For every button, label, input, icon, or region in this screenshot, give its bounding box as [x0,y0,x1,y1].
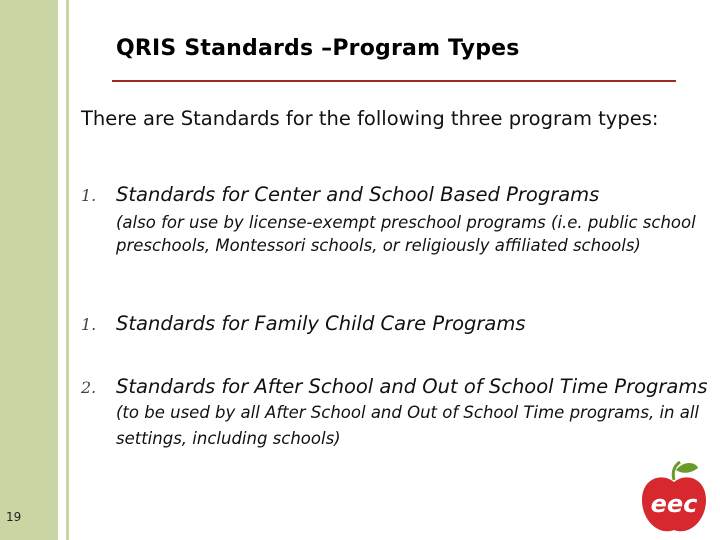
title-underline [112,80,676,82]
list-item-family-child-care [81,311,711,336]
sidebar-divider-line [66,0,69,540]
list-item-title-text: Standards for After School and Out of School Time Programs [116,375,708,398]
list-number: 2. [81,378,97,397]
list-item-note: (also for use by license-exempt preschool programs (i.e. public school preschools, Montessori schools, or religiously affiliated schools) [116,213,696,255]
slide-number: 19 [6,510,22,524]
list-item-title: Standards for Center and School Based Programs [116,183,600,206]
list-item-title [116,374,716,451]
list-item-center-school [81,182,711,257]
eec-apple-logo [632,458,716,538]
list-number: 1. [81,186,97,205]
list-item-after-school [81,374,711,451]
left-sidebar-band [0,0,58,540]
logo-text: eec [650,490,698,518]
list-number: 1. [81,315,97,334]
list-item-note: (to be used by all After School and Out of School Time programs, in all settings, including schools) [116,403,700,448]
intro-text: There are Standards for the following three program types: [81,107,659,130]
slide-title: QRIS Standards –Program Types [116,36,520,61]
list-item-title: Standards for Family Child Care Programs [116,312,526,335]
